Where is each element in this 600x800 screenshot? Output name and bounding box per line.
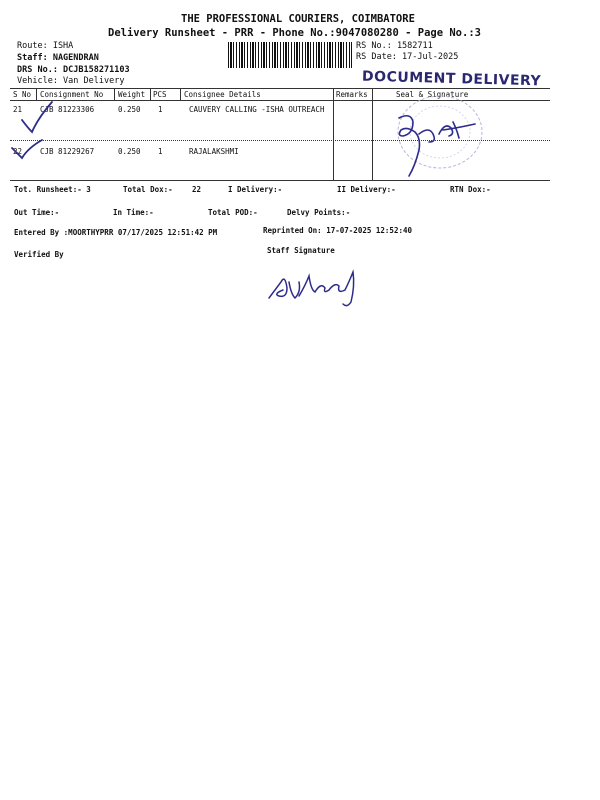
company-title: THE PROFESSIONAL COURIERS, COIMBATORE (181, 13, 415, 25)
col-divider (180, 88, 181, 100)
col-divider (333, 88, 334, 180)
rs-number: RS No.: 1582711 (356, 41, 433, 51)
recipient-signature-icon (393, 110, 483, 185)
row-consignment: CJB 81229267 (40, 147, 95, 156)
reprinted-on: Reprinted On: 17-07-2025 12:52:40 (263, 226, 413, 235)
out-time-label: Out Time:- (14, 208, 60, 217)
header-pcs: PCS (153, 90, 167, 99)
rs-date: RS Date: 17-Jul-2025 (356, 52, 459, 62)
row-pcs: 1 (158, 105, 163, 114)
header-sno: S No (13, 90, 32, 99)
header-consignee: Consignee Details (184, 90, 261, 99)
verified-by-label: Verified By (14, 250, 64, 259)
col-divider (114, 88, 115, 100)
header-seal-signature: Seal & Signature (396, 90, 469, 99)
rtn-dox-label: RTN Dox:- (450, 185, 491, 194)
entered-by: Entered By :MOORTHYPRR 07/17/2025 12:51:42 PM (14, 228, 218, 237)
header-remarks: Remarks (336, 90, 368, 99)
staff-label: Staff: NAGENDRAN (17, 53, 99, 63)
ii-delivery-label: II Delivery:- (337, 185, 396, 194)
barcode-image (228, 42, 352, 68)
runsheet-subtitle: Delivery Runsheet - PRR - Phone No.:9047080280 - Page No.:3 (108, 27, 481, 39)
delvy-points-label: Delvy Points:- (287, 208, 351, 217)
row-sno: 22 (13, 147, 23, 156)
total-dox-value: 22 (192, 185, 202, 194)
staff-signature-label: Staff Signature (267, 246, 335, 255)
staff-signature-icon (265, 262, 375, 312)
checkmark-icon (10, 138, 50, 168)
row-weight: 0.250 (118, 105, 141, 114)
header-weight: Weight (118, 90, 146, 99)
header-consignment: Consignment No (40, 90, 104, 99)
document-delivery-stamp: DOCUMENT DELIVERY (361, 68, 542, 90)
table-top-border (10, 88, 550, 89)
row-pcs: 1 (158, 147, 163, 156)
vehicle-label: Vehicle: Van Delivery (17, 76, 125, 86)
row-consignee: RAJALAKSHMI (189, 147, 239, 156)
tot-runsheet: Tot. Runsheet:- 3 (14, 185, 91, 194)
drs-number: DRS No.: DCJB158271103 (17, 65, 130, 75)
i-delivery-label: I Delivery:- (228, 185, 283, 194)
total-pod-label: Total POD:- (208, 208, 258, 217)
row-consignee: CAUVERY CALLING -ISHA OUTREACH (189, 105, 325, 114)
row-weight: 0.250 (118, 147, 141, 156)
row-consignment: CJB 81223306 (40, 105, 95, 114)
row-sno: 21 (13, 105, 23, 114)
in-time-label: In Time:- (113, 208, 154, 217)
col-divider (150, 88, 151, 100)
col-divider (372, 88, 373, 180)
total-dox-label: Total Dox:- (123, 185, 173, 194)
route-label: Route: ISHA (17, 41, 74, 51)
checkmark-icon (18, 98, 58, 138)
